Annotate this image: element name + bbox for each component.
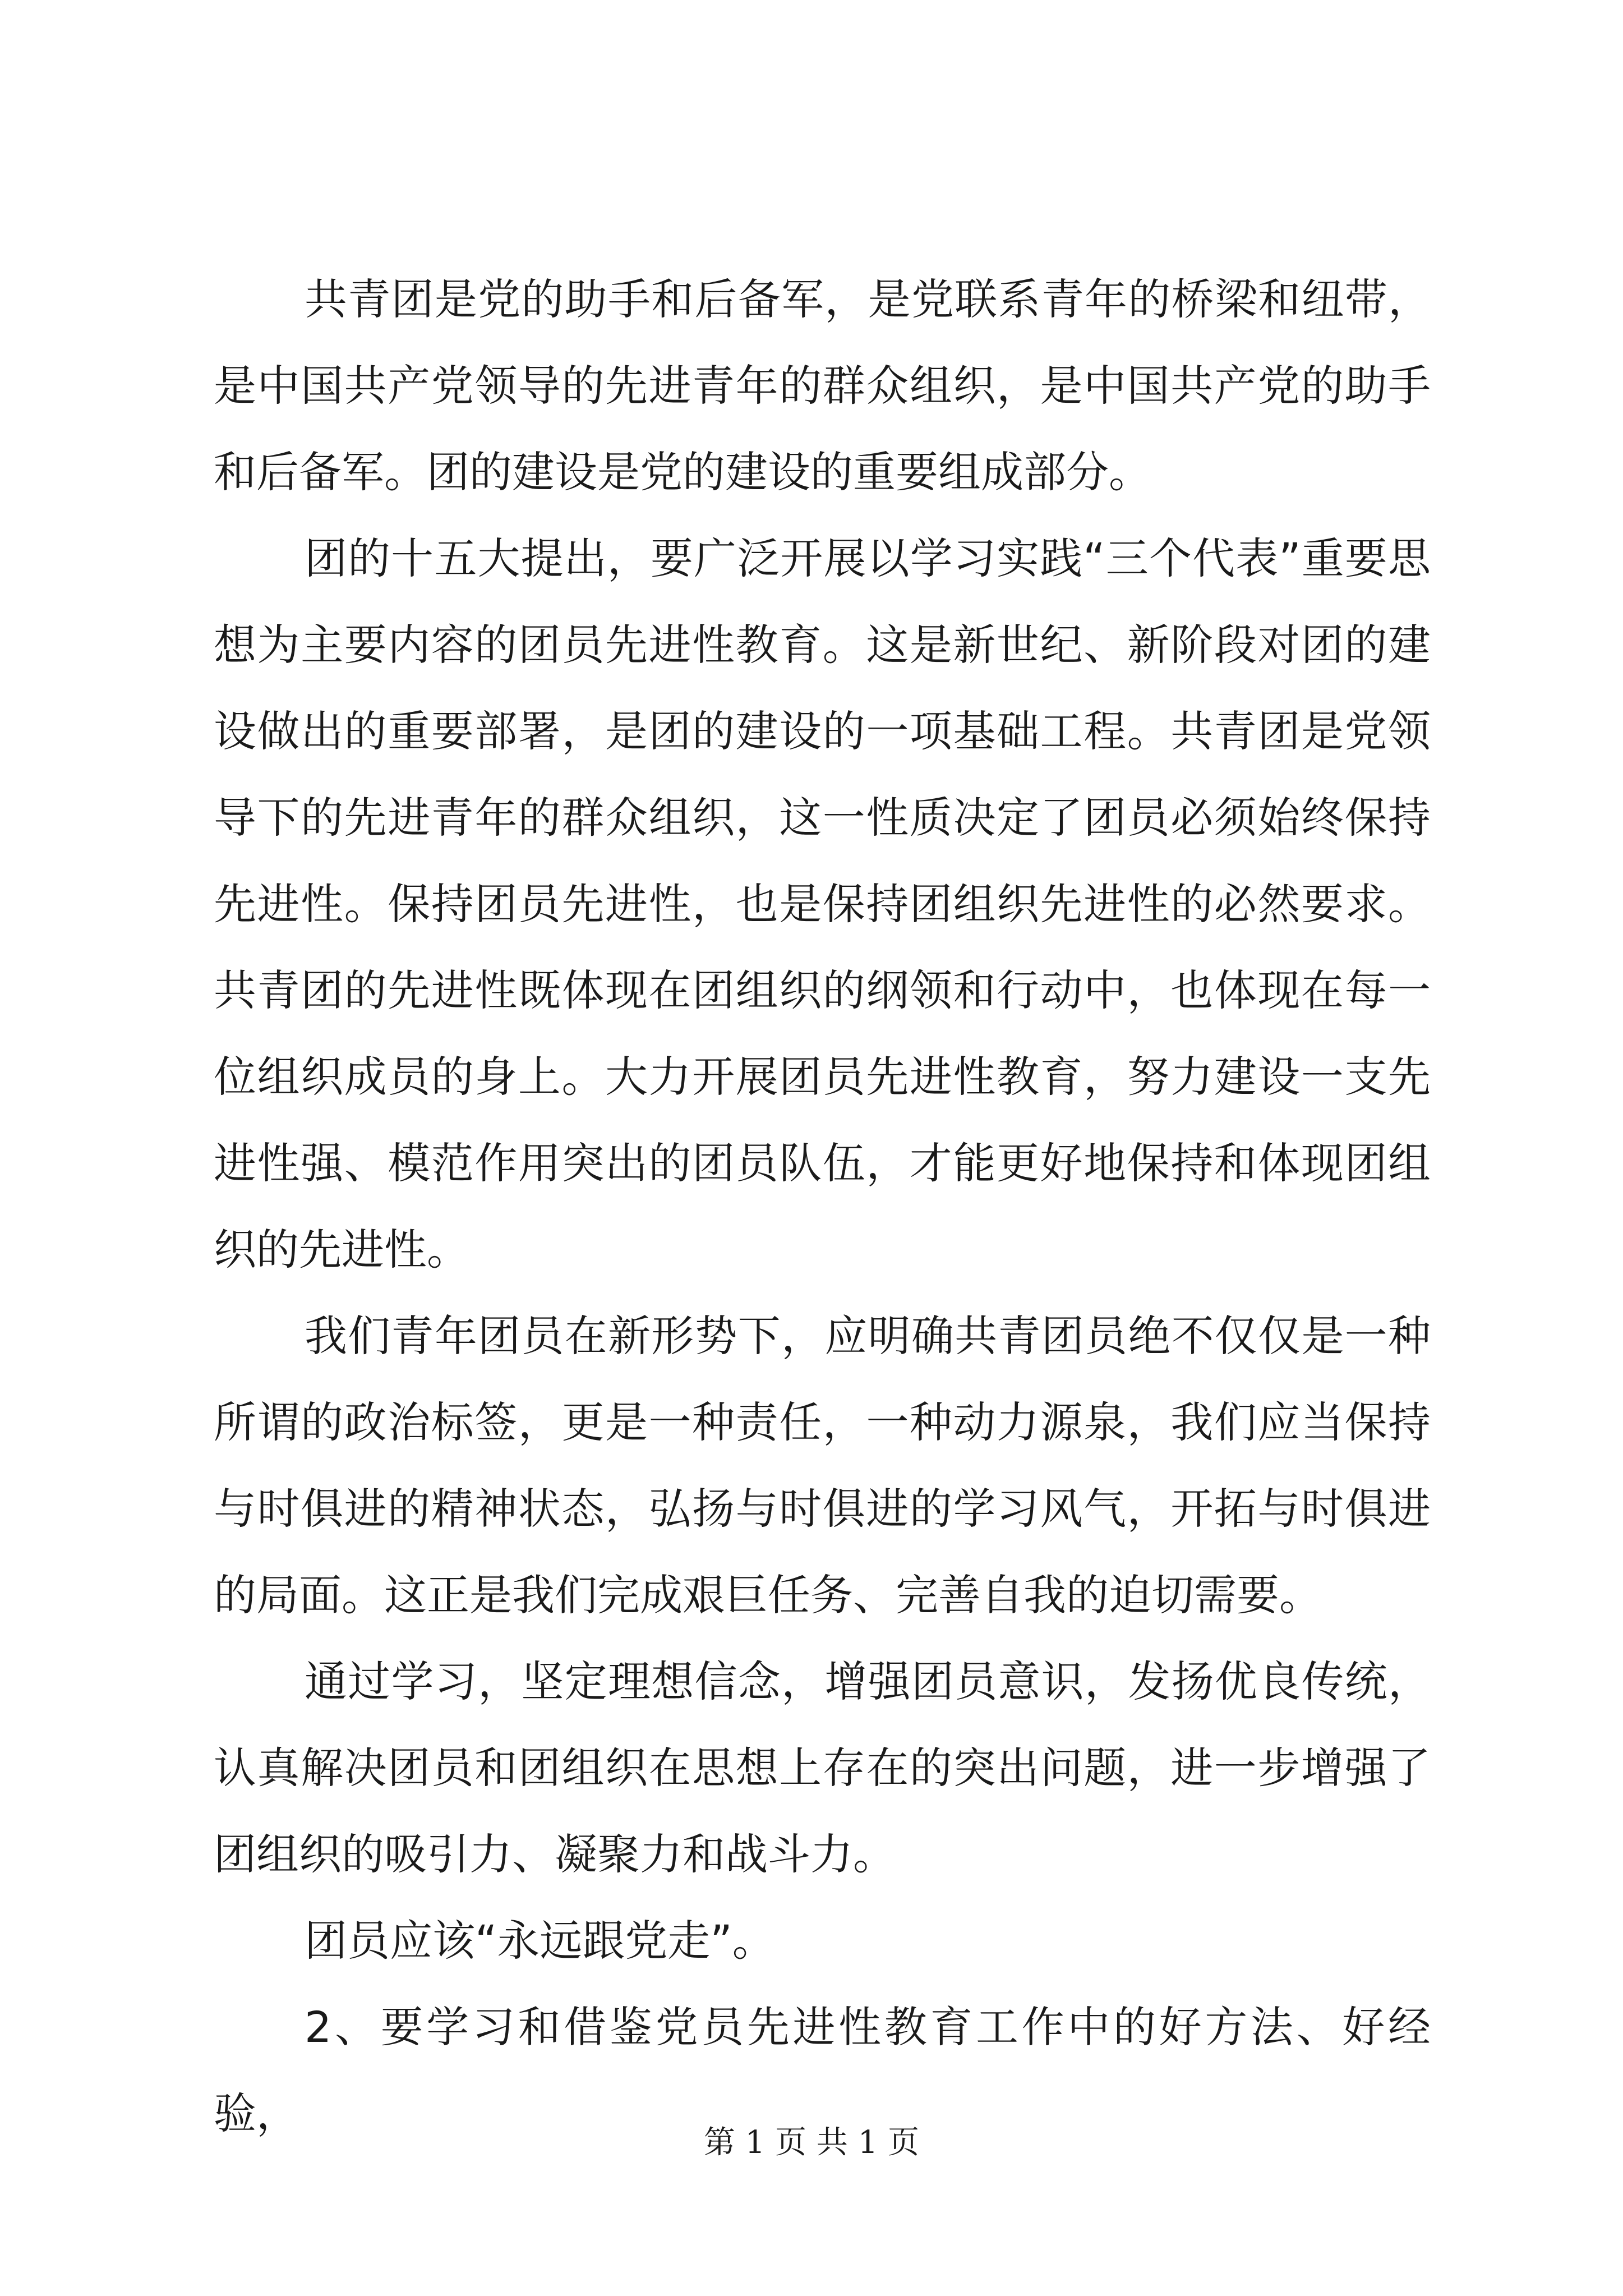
paragraph-2: 团的十五大提出，要广泛开展以学习实践“三个代表”重要思想为主要内容的团员先进性教育。这是新世纪、新阶段对团的建设做出的重要部署，是团的建设的一项基础工程。共青团是党领导下的先进青年的群众组织，这一性质决定了团员必须始终保持先进性。保持团员先进性，也是保持团组织先进性的必然要求。共青团的先进性既体现在团组织的纲领和行动中，也体现在每一位组织成员的身上。大力开展团员先进性教育，努力建设一支先进性强、模范作用突出的团员队伍，才能更好地保持和体现团组织的先进性。 bbox=[214, 533, 1431, 1274]
paragraph-1: 共青团是党的助手和后备军，是党联系青年的桥梁和纽带，是中国共产党领导的先进青年的群众组织，是中国共产党的助手和后备军。团的建设是党的建设的重要组成部分。 bbox=[214, 274, 1431, 497]
paragraph-6: 2、要学习和借鉴党员先进性教育工作中的好方法、好经验， bbox=[214, 2002, 1431, 2138]
page-number-footer: 第 1 页 共 1 页 bbox=[703, 2124, 920, 2161]
paragraph-5: 团员应该“永远跟党走”。 bbox=[305, 1916, 775, 1966]
paragraph-3: 我们青年团员在新形势下，应明确共青团员绝不仅仅是一种所谓的政治标签，更是一种责任，一种动力源泉，我们应当保持与时俱进的精神状态，弘扬与时俱进的学习风气，开拓与时俱进的局面。这正是我们完成艰巨任务、完善自我的迫切需要。 bbox=[214, 1311, 1431, 1620]
paragraph-4: 通过学习，坚定理想信念，增强团员意识，发扬优良传统，认真解决团员和团组织在思想上存在的突出问题，进一步增强了团组织的吸引力、凝聚力和战斗力。 bbox=[214, 1657, 1431, 1879]
document-body bbox=[214, 256, 1431, 2157]
